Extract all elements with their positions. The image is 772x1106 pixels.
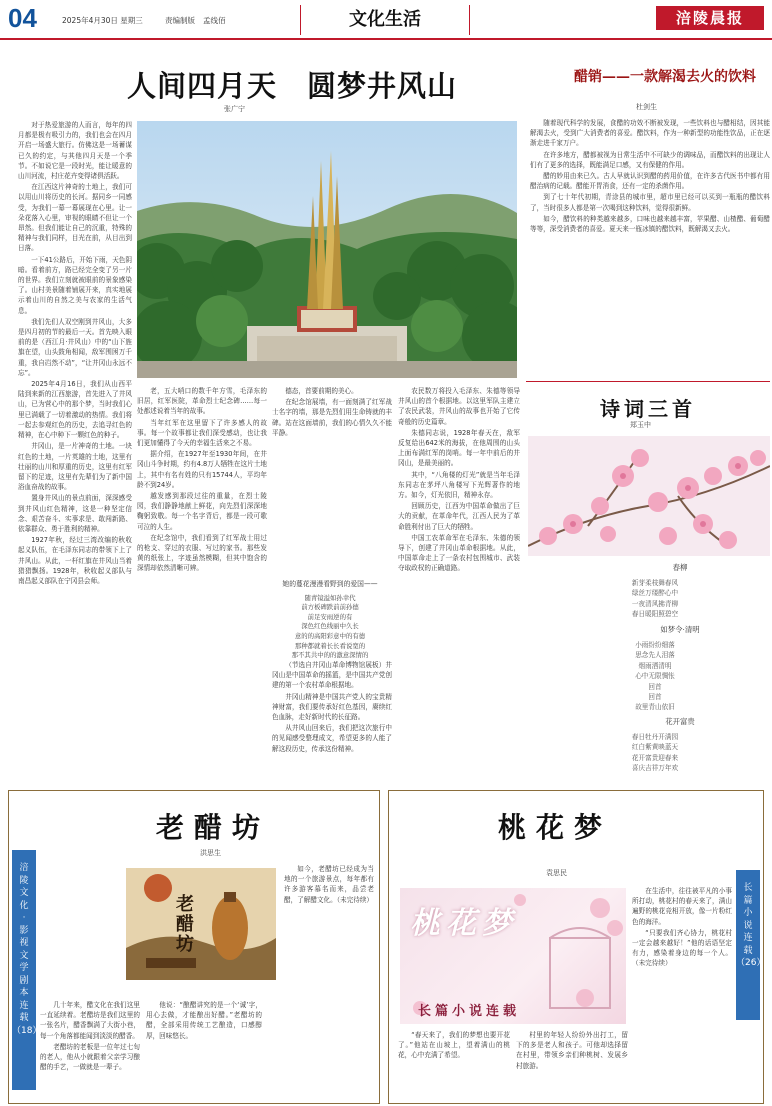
poem-line: 春日牡丹开满园 <box>631 733 679 741</box>
poem-line: 喜庆吉祥万年欢 <box>631 764 679 773</box>
paragraph: 老，五大哨口的数千年方雪，毛泽东的旧居，红军医院，革命烈士纪念碑……每一处都述说着当年的故事。 <box>137 387 267 416</box>
editor-label: 责编制版 <box>165 16 195 25</box>
tab-char: 连 <box>743 933 753 943</box>
main-headline: 人间四月天 圆梦井风山 <box>126 69 457 103</box>
paragraph: 在江西这片神奇的土地上，我们可以用山川将历史的长河。据同乡一同感受，为我们一幕一幕展现在心里。让一朵花落入心里，审视的眼睛不但让一个昂然。但我们能让自己的沉重，特殊的精神与我们同样，目光在前，从目出到日落。 <box>18 183 132 253</box>
paragraph: 几十年来，醋文化在我们这里一直延续着。老醋坊是我们这里的一张名片，醋香飘满了大街小巷，每一个角落都能闻到淡淡的醋香。 <box>40 1001 140 1040</box>
tab-char: 载 <box>19 1013 29 1023</box>
tab-char: 涪 <box>19 863 29 873</box>
vinegar-drink-body <box>530 118 770 372</box>
poems-headline: 诗词三首 <box>600 397 696 421</box>
poem-line: 春日暖阳照碧空 <box>631 610 679 619</box>
proof-label: 孟线佰 <box>203 16 226 25</box>
paragraph: 到了七十年代初期，青涂县的城市里，超市里已经可以买到一瓶瓶的醋饮料了，当时很多人都是第一次喝到这种饮料，觉得很新鲜。 <box>530 193 770 212</box>
page-header <box>0 0 772 40</box>
tab-char: 文 <box>19 888 29 898</box>
paragraph: 越发感到那段过往的重量，在烈士陵园，我们静静地献上鲜花，向先烈们深深地鞠躬致敬。每一个名字背后，都是一段可歌可泣的人生。 <box>137 492 267 531</box>
poem-line: 花开富贵迎春来 <box>631 753 679 762</box>
paragraph: 村里的年轻人纷纷外出打工，留下的多是老人和孩子。可他却选择留在村里，带领乡亲们种桃树、发展乡村旅游。 <box>516 1031 628 1070</box>
poem3-title: 花开富贵 <box>665 717 695 726</box>
tab-char: 文 <box>19 950 29 961</box>
poem-line: 一夜清风拂青柳 <box>631 599 679 608</box>
main-column-2 <box>137 386 267 782</box>
paragraph: 如今，老醋坊已经成为当地的一个旅游景点，每年都有许多游客慕名而来，品尝老醋，了解醋文化。（未完待续） <box>284 865 374 904</box>
tab-char: 学 <box>19 963 29 973</box>
poems-author: 郑玉中 <box>630 421 651 429</box>
poem3-body <box>580 732 730 774</box>
poem-line: 故里青山依旧 <box>635 703 675 712</box>
column-name: 文化生活 <box>300 5 470 35</box>
poem1-title: 春柳 <box>672 563 688 572</box>
tab-char: 长 <box>743 883 753 893</box>
tab-char: 化 <box>19 900 29 911</box>
poem-line: 那种都就着长长看说宽的 <box>294 641 366 650</box>
vinegar-column-2 <box>146 1000 262 1096</box>
main-column-3b <box>272 660 392 782</box>
poem-line: 红白紫黄映蓝天 <box>631 743 679 752</box>
newspaper-logo: 涪陵晨报 <box>656 6 764 30</box>
poem-line: 意的的高阳彩意中的有德 <box>294 631 366 640</box>
paragraph: 井冈山，是一片神奇的土地。一块红色的土地，一片英雄的土地，这里有壮丽的山川和厚重的历史，这里有红军留下的足迹，这里有先辈们为了新中国浴血奋战的故事。 <box>18 442 132 492</box>
paragraph: 农民数万将投入毛泽东、朱德等领导井风山的首个根据地。以这里军队主建立了农民武装，井风山的故事也开始了它传奇般的历史篇章。 <box>398 387 520 426</box>
paragraph: 据介绍，在1927年至1930年间，在井冈山斗争时期，约有4.8万人牺牲在这片土地上，其中有名有姓的只有15744人，平均年龄不到24岁。 <box>137 450 267 489</box>
paragraph: 1927年秋，经过三湾改编的秋收起义队伍，在毛泽东同志的带领下上了井风山。从此，一杆红旗在井风山当着猎猎飘扬。1928年，秋收起义部队与南昌起义部队在宁冈县会师。 <box>18 536 132 585</box>
poem-line: 新芽柔枝舞春风 <box>631 579 679 587</box>
poem-line: 绿丝万缕醉心中 <box>631 589 679 598</box>
main-column-1 <box>18 120 132 780</box>
page-number: 04 <box>8 3 37 33</box>
paragraph: 井冈山精神是中国共产党人的宝贵精神财富，我们要传承好红色基因，赓续红色血脉，走好新时代的长征路。 <box>272 692 392 722</box>
tab-char: （26） <box>736 958 766 968</box>
paragraph: 2025年4月16日，我们从山西平陆到来新的江西旅游，首先进入了井风山，已为营心中的那个梦，当时我们心里已满载了一切着激动的热情。我们将一起去参观红色的历史，去追寻红色的精神，在心中种下一颗红色的种子。 <box>18 380 132 440</box>
tab-char: 本 <box>19 988 29 998</box>
main-author: 张广宁 <box>224 105 245 113</box>
vinegar-drink-headline: 醋销——一款解渴去火的饮料 <box>574 69 756 85</box>
tab-char: 载 <box>743 945 753 956</box>
paragraph: 在纪念馆展墙，有一面刻满了红军战士名字的墙，那是先烈们用生命铸就的丰碑。站在这面墙前，我们的心情久久不能平静。 <box>272 398 392 437</box>
paragraph: 中国工农革命军在毛泽东、朱德的领导下，创建了井冈山革命根据地。从此，中国革命走上了一条农村包围城市、武装夺取政权的正确道路。 <box>398 533 520 573</box>
main-column-3 <box>272 386 392 576</box>
paragraph: 置身井风山的景点前面，深深感受到井风山红色精神，这是一种坚定信念、艰苦奋斗、实事求是、敢闯新路、依靠群众、勇于胜利的精神。 <box>18 494 132 533</box>
tab-char: 影 <box>19 925 29 936</box>
poem-line: 随青镜溢如孙幸代 <box>304 593 356 602</box>
vinegar-column-3 <box>284 864 374 1096</box>
paragraph: 在生活中，往往被平凡的小事所打动，桃花村的春天来了，满山遍野的桃花竞相开放，像一片粉红色的海洋。 <box>632 887 732 926</box>
embedded-poem <box>274 580 386 661</box>
vinegar-drink-author: 杜剑生 <box>636 103 657 111</box>
tab-char: 小 <box>743 908 753 918</box>
poem2-title: 如梦令·清明 <box>660 625 700 634</box>
paragraph: 老醋坊的老板是一位年过七旬的老人，他从小就跟着父亲学习酿醋的手艺，一做就是一辈子。 <box>40 1042 140 1072</box>
tab-char: 剧 <box>19 975 29 986</box>
poem-line: 回首 <box>648 693 662 702</box>
poem-line: 思念先人泪落 <box>635 651 675 660</box>
paragraph: “只要我们齐心协力，桃花村一定会越来越好！”他的话语坚定有力，感染着身边的每一个人。（未完待续） <box>632 928 732 968</box>
tab-char: 连 <box>19 1000 29 1011</box>
vinegar-workshop-author: 洪思生 <box>200 849 221 857</box>
poem-line: 前方板碑跌前前孙德 <box>301 603 359 612</box>
paragraph: 从井风山回来后，我们把这次旅行中的见闻感受整理成文，希望更多的人能了解这段历史，传承这份精神。 <box>272 724 392 753</box>
paragraph: 他说：“酿醋讲究的是一个‘诚’字，用心去做，才能酿出好醋。”老醋坊的醋，全部采用传统工艺酿造，口感醇厚，回味悠长。 <box>146 1001 262 1040</box>
main-column-4 <box>398 386 520 782</box>
tab-char: 陵 <box>19 875 29 886</box>
tab-char: 说 <box>743 920 753 931</box>
peach-serial-tab <box>736 870 766 1020</box>
peach-column-right <box>632 886 732 1098</box>
vinegar-workshop-headline: 老醋坊 <box>156 811 271 844</box>
embedded-poem-title: 她的蔓花漫漫看野到的爱国—— <box>282 580 378 588</box>
peach-blossom-photo <box>528 436 770 556</box>
issue-date: 2025年4月30日 星期三 <box>62 16 143 25</box>
tab-char: · <box>22 913 26 923</box>
jinggangshan-monument-photo <box>137 121 517 378</box>
section-divider <box>526 381 770 382</box>
paragraph: 在纪念馆中，我们看到了红军战士用过的枪支、穿过的衣服、写过的家书。那些发黄的纸张上，字迹虽然模糊，但其中饱含的深情却依然清晰可辨。 <box>137 533 267 573</box>
paragraph: 如今，醋饮料的种类越来越多，口味也越来越丰富，苹果醋、山楂醋、葡萄醋等等，深受消费者的喜爱。夏天来一瓶冰镇的醋饮料，既解渴又去火。 <box>530 214 770 234</box>
poem-line: 心中无限惆怅 <box>635 672 675 681</box>
paragraph: 朱德同志说，1928年春天在，敌军反复给出642米的海拔，在他周围的山头上面布满红军的岗哨。每一年中前后的井冈山，是最美丽的。 <box>398 428 520 468</box>
paragraph: “春天来了，我们的梦想也要开花了。”他站在山坡上，望着满山的桃花，心中充满了希望。 <box>398 1031 510 1060</box>
peach-banner-title: 桃花梦 <box>410 906 518 941</box>
paragraph: （节选自井冈山革命博物馆展板）井冈山是中国革命的摇篮，是中国共产党创建的第一个农村革命根据地。 <box>272 661 392 690</box>
vinegar-column-1 <box>40 1000 140 1096</box>
poem-line: 烟雨洒清明 <box>638 661 672 670</box>
peach-dream-headline: 桃花梦 <box>498 811 613 844</box>
paragraph: 对于热爱旅游的人而言，每年的四月都是极有吸引力的，我们也会在四月开启一场盛大旅行。仿佛这是一场蓄谋已久的约定，与其他四月天是一个季节。不如说它是一段时光，能让暖意的山川河流，村庄花卉变得诸俱活跃。 <box>18 121 132 181</box>
poem-line: 回首 <box>648 682 662 691</box>
paragraph: 回顾历史，江西为中国革命做出了巨大的贡献，在革命年代，江西人民为了革命胜利付出了巨大的牺牲。 <box>398 502 520 531</box>
paragraph: 一下41公路后，开始下雨，天色阴暗。看着前方，路已经完全变了另一片的世界。我们立刻就被眼前的景象感染了。山村美景随着铺展开来，真实地展示着山川的自然之美与农家的生活气息。 <box>18 255 132 315</box>
poem1-body <box>580 578 730 620</box>
tab-char: （18） <box>12 1025 42 1036</box>
paragraph: 醋的妙用由来已久。古人早就认识到醋的药用价值，在许多古代医书中都有用醋治病的记载。醋能开胃消食，还有一定的杀菌作用。 <box>530 172 770 191</box>
poem-line: 小雨纷纷细落 <box>635 641 675 649</box>
poem2-body <box>580 640 730 713</box>
paragraph: 随着现代科学的发展，食醋的功效不断被发现，一些饮料也与醋相结，因其能解渴去火，受到广大消费者的喜爱。醋饮料，作为一种新型的功能性饮品，正在逐渐走进千家万户。 <box>530 119 770 148</box>
peach-column-1 <box>398 1030 510 1098</box>
paragraph: 其中，“八角楼的灯光”就是当年毛泽东同志在茅坪八角楼写下光辉著作的地方。如今，灯光依旧，精神永存。 <box>398 470 520 500</box>
paragraph: 在许多地方，醋都被视为日常生活中不可缺少的调味品，而醋饮料的出现让人们有了更多的选择，既能满足口感，又有保健的作用。 <box>530 150 770 169</box>
peach-dream-author: 袁思民 <box>546 869 567 877</box>
poem-line: 那不其共中的的激意深情的 <box>291 651 369 660</box>
paragraph: 我们先们人双空刚到井风山，大多是四月初的节的最后一天。首先映入眼前的是（西江月·井风山）中的“山下旌旗在望，山头鼓角相闻，敌军围困万千重，我自岿然不动”，“让井冈山永远不忘”。 <box>18 317 132 377</box>
paragraph: 德态，首要前期的美心。 <box>285 387 358 395</box>
paragraph: 当年红军在这里留下了许多感人的故事。每一个故事都让我们深受感动，也让我们更加懂得了今天的幸福生活来之不易。 <box>137 418 267 448</box>
tab-char: 视 <box>19 938 29 948</box>
vinegar-serial-tab <box>12 850 42 1090</box>
peach-banner-subtitle: 长篇小说连载 <box>418 1004 521 1019</box>
vinegar-book-cover-image <box>126 868 276 980</box>
poem-line: 前足安雨逆的有 <box>307 612 353 621</box>
vinegar-cover-title: 老醋坊 <box>173 894 194 954</box>
peach-column-2 <box>516 1030 628 1098</box>
poem-line: 深色红色线丽中久长 <box>301 622 359 631</box>
tab-char: 篇 <box>743 895 753 906</box>
